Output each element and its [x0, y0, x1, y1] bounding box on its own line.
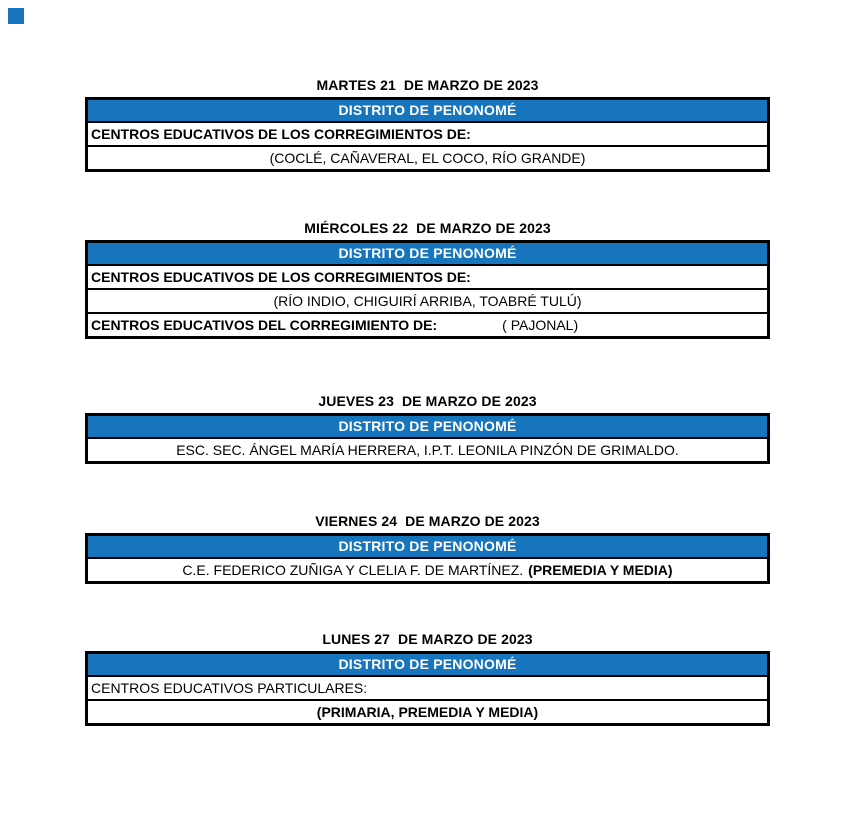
- table-row: [88, 148, 767, 169]
- schedule-section: [85, 77, 770, 172]
- table-row: [88, 702, 767, 723]
- table-row: [88, 560, 767, 581]
- schedule-section: [85, 393, 770, 464]
- district-header-row: DISTRITO DE PENONOMÉ: [88, 536, 767, 559]
- schedule-section: [85, 220, 770, 339]
- date-heading: VIERNES 24 DE MARZO DE 2023: [315, 513, 540, 529]
- date-heading: MARTES 21 DE MARZO DE 2023: [316, 77, 539, 93]
- schedule-table: [85, 413, 770, 464]
- schedule-section: [85, 513, 770, 584]
- row-text: ( PAJONAL): [502, 317, 579, 333]
- district-header-row: DISTRITO DE PENONOMÉ: [88, 100, 767, 123]
- table-row: [88, 291, 767, 314]
- schedule-table: [85, 240, 770, 339]
- row-text: CENTROS EDUCATIVOS DE LOS CORREGIMIENTOS DE:: [91, 126, 471, 142]
- schedule-section: [85, 631, 770, 726]
- schedule-table: [85, 651, 770, 726]
- row-text: ESC. SEC. ÁNGEL MARÍA HERRERA, I.P.T. LEONILA PINZÓN DE GRIMALDO.: [176, 442, 679, 458]
- row-text: (COCLÉ, CAÑAVERAL, EL COCO, RÍO GRANDE): [269, 150, 586, 166]
- row-text: (RÍO INDIO, CHIGUIRÍ ARRIBA, TOABRÉ TULÚ): [273, 293, 582, 309]
- date-heading: JUEVES 23 DE MARZO DE 2023: [318, 393, 537, 409]
- district-header-row: DISTRITO DE PENONOMÉ: [88, 243, 767, 266]
- table-row: [88, 267, 767, 290]
- schedule-table: [85, 97, 770, 172]
- district-header-row: DISTRITO DE PENONOMÉ: [88, 654, 767, 677]
- row-text: CENTROS EDUCATIVOS DEL CORREGIMIENTO DE:: [91, 317, 438, 333]
- blue-square-decoration: [8, 8, 24, 24]
- row-text: CENTROS EDUCATIVOS DE LOS CORREGIMIENTOS DE:: [91, 269, 471, 285]
- date-heading: MIÉRCOLES 22 DE MARZO DE 2023: [304, 220, 551, 236]
- row-text: (PREMEDIA Y MEDIA): [528, 562, 673, 578]
- row-text: C.E. FEDERICO ZUÑIGA Y CLELIA F. DE MARTÍNEZ.: [182, 562, 524, 578]
- table-row: [88, 315, 767, 336]
- district-header-row: DISTRITO DE PENONOMÉ: [88, 416, 767, 439]
- table-row: [88, 678, 767, 701]
- row-text: CENTROS EDUCATIVOS PARTICULARES:: [91, 680, 368, 696]
- table-row: [88, 124, 767, 147]
- date-heading: LUNES 27 DE MARZO DE 2023: [322, 631, 533, 647]
- schedule-table: [85, 533, 770, 584]
- table-row: [88, 440, 767, 461]
- row-text: (PRIMARIA, PREMEDIA Y MEDIA): [316, 704, 539, 720]
